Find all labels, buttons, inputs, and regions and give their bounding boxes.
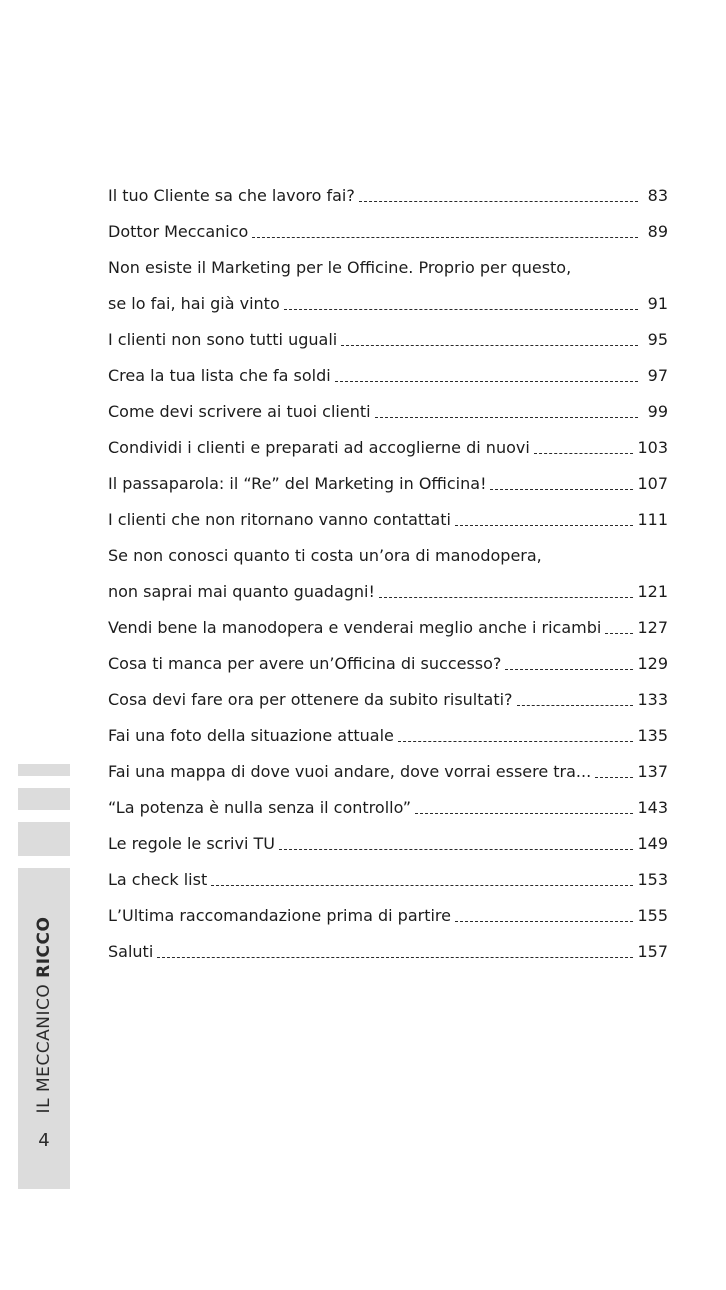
toc-entry-page: 99 [647,402,668,421]
toc-entry [108,317,668,353]
toc-entry-title: Fai una foto della situazione attuale [108,726,394,745]
toc-entry-title: Vendi bene la manodopera e venderai meglio anche i ricambi [108,618,602,637]
toc-entry [108,245,668,281]
toc-entry-page: 135 [637,726,668,745]
toc-entry-title: Cosa ti manca per avere un’Officina di successo? [108,654,502,673]
dot-leader [335,381,638,382]
dot-leader [279,849,633,850]
dot-leader [379,597,634,598]
toc-entry-title: Non esiste il Marketing per le Officine. Proprio per questo, [108,258,572,277]
toc-entry-title: Dottor Meccanico [108,222,249,241]
book-title-regular: IL MECCANICO [34,977,54,1114]
toc-entry-title: La check list [108,870,208,889]
toc-entry-page: 133 [637,690,668,709]
toc-entry [108,461,668,497]
toc-entry [108,497,668,533]
toc-entry-page: 97 [647,366,668,385]
toc-entry-title: “La potenza è nulla senza il controllo” [108,798,412,817]
table-of-contents [108,173,668,965]
toc-entry-title: Crea la tua lista che fa soldi [108,366,331,385]
dot-leader [252,237,638,238]
toc-entry-title: Il passaparola: il “Re” del Marketing in Officina! [108,474,487,493]
toc-entry-page: 155 [637,906,668,925]
toc-entry-title: Come devi scrivere ai tuoi clienti [108,402,371,421]
toc-entry [108,677,668,713]
toc-entry-page: 127 [637,618,668,637]
toc-entry-page: 89 [647,222,668,241]
toc-entry-page: 149 [637,834,668,853]
toc-entry-page: 91 [647,294,668,313]
toc-entry [108,929,668,965]
toc-entry-title: Il tuo Cliente sa che lavoro fai? [108,186,355,205]
dot-leader [359,201,638,202]
toc-entry-page: 95 [647,330,668,349]
toc-entry [108,749,668,785]
toc-entry [108,209,668,245]
dot-leader [157,957,633,958]
decorative-bar [18,822,70,856]
dot-leader [490,489,633,490]
toc-entry-page: 103 [637,438,668,457]
toc-entry [108,533,668,569]
toc-entry-page: 153 [637,870,668,889]
dot-leader [517,705,634,706]
dot-leader [534,453,634,454]
toc-entry-title: se lo fai, hai già vinto [108,294,280,313]
toc-entry [108,857,668,893]
toc-entry-title: I clienti non sono tutti uguali [108,330,338,349]
page-number: 4 [38,1130,50,1151]
toc-entry-page: 83 [647,186,668,205]
dot-leader [605,633,633,634]
decorative-bar [18,788,70,810]
toc-entry-title: Cosa devi fare ora per ottenere da subito risultati? [108,690,513,709]
toc-entry-title: I clienti che non ritornano vanno contattati [108,510,451,529]
toc-entry [108,821,668,857]
toc-entry-page: 111 [637,510,668,529]
toc-entry [108,641,668,677]
dot-leader [284,309,638,310]
toc-entry-page: 107 [637,474,668,493]
toc-entry [108,353,668,389]
toc-entry-title: Fai una mappa di dove vuoi andare, dove vorrai essere tra... [108,762,592,781]
dot-leader [595,777,633,778]
toc-entry-title: Se non conosci quanto ti costa un’ora di manodopera, [108,546,542,565]
dot-leader [375,417,638,418]
toc-entry-title: Saluti [108,942,154,961]
dot-leader [505,669,633,670]
toc-entry-page: 157 [637,942,668,961]
toc-entry [108,389,668,425]
dot-leader [415,813,633,814]
dot-leader [455,921,633,922]
book-title-vertical [34,917,54,1114]
toc-entry [108,425,668,461]
toc-entry [108,281,668,317]
dot-leader [211,885,633,886]
toc-entry-page: 121 [637,582,668,601]
toc-entry-page: 137 [637,762,668,781]
toc-entry-page: 129 [637,654,668,673]
toc-entry [108,605,668,641]
toc-entry [108,569,668,605]
toc-entry-title: L’Ultima raccomandazione prima di partire [108,906,451,925]
dot-leader [398,741,634,742]
book-title-bold: RICCO [34,916,54,978]
toc-entry [108,893,668,929]
dot-leader [341,345,638,346]
toc-entry [108,785,668,821]
toc-entry-title: non saprai mai quanto guadagni! [108,582,375,601]
toc-entry-page: 143 [637,798,668,817]
toc-entry-title: Condividi i clienti e preparati ad accoglierne di nuovi [108,438,530,457]
toc-entry-title: Le regole le scrivi TU [108,834,275,853]
toc-entry [108,713,668,749]
decorative-bar [18,764,70,776]
dot-leader [455,525,634,526]
toc-entry [108,173,668,209]
